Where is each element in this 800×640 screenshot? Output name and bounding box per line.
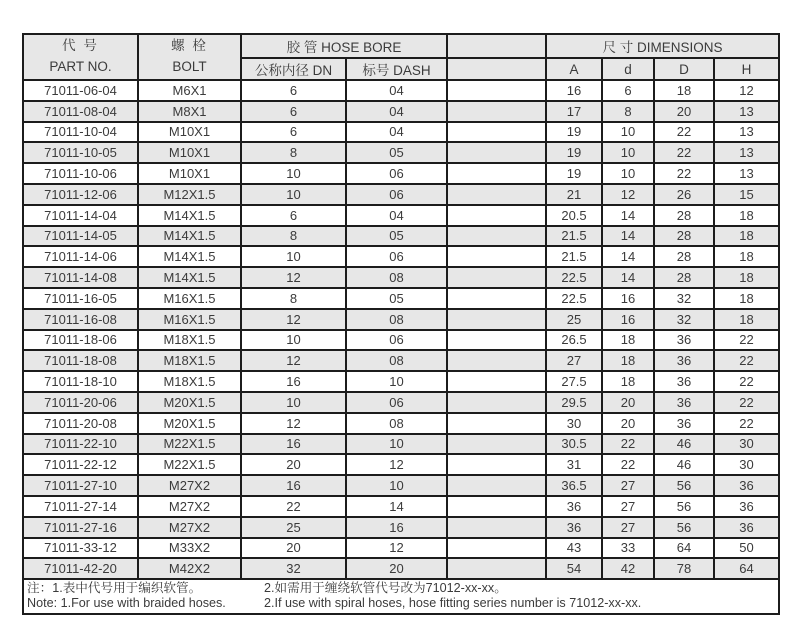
- cell-dash: 14: [346, 496, 447, 517]
- cell-dim-h: 64: [714, 558, 779, 579]
- cell-bolt: M22X1.5: [138, 434, 241, 455]
- cell-dim-a: 29.5: [546, 392, 602, 413]
- cell-dn: 10: [241, 392, 346, 413]
- cell-dim-a: 31: [546, 454, 602, 475]
- cell-dim-h: 22: [714, 413, 779, 434]
- cell-dim-a: 21.5: [546, 246, 602, 267]
- cell-dim-a: 17: [546, 101, 602, 122]
- cell-dim-a: 26.5: [546, 330, 602, 351]
- table-row: [23, 142, 779, 163]
- col-header-dn: 公称内径 DN: [241, 58, 346, 80]
- cell-dim-d: 14: [602, 226, 654, 247]
- cell-part-no: 71011-42-20: [23, 558, 138, 579]
- cell-dim-h: 22: [714, 392, 779, 413]
- col-header-blank-top: [447, 34, 546, 58]
- col-header-dim-h: H: [714, 58, 779, 80]
- cell-part-no: 71011-14-04: [23, 205, 138, 226]
- col-header-bolt-en: BOLT: [172, 59, 207, 74]
- cell-dim-dd: 18: [654, 80, 714, 101]
- cell-dash: 08: [346, 267, 447, 288]
- cell-dim-dd: 22: [654, 163, 714, 184]
- cell-dim-h: 13: [714, 122, 779, 143]
- cell-part-no: 71011-10-04: [23, 122, 138, 143]
- cell-dim-d: 10: [602, 163, 654, 184]
- cell-blank: [447, 392, 546, 413]
- col-header-dash: 标号 DASH: [346, 58, 447, 80]
- cell-part-no: 71011-20-06: [23, 392, 138, 413]
- cell-dim-dd: 22: [654, 142, 714, 163]
- cell-part-no: 71011-18-08: [23, 350, 138, 371]
- table-row: [23, 205, 779, 226]
- cell-blank: [447, 184, 546, 205]
- cell-dim-dd: 56: [654, 496, 714, 517]
- cell-dn: 6: [241, 205, 346, 226]
- cell-dim-h: 13: [714, 163, 779, 184]
- col-header-dim-d: d: [602, 58, 654, 80]
- table-row: [23, 330, 779, 351]
- cell-dim-dd: 46: [654, 454, 714, 475]
- cell-dim-a: 21: [546, 184, 602, 205]
- cell-dim-d: 20: [602, 413, 654, 434]
- cell-part-no: 71011-16-08: [23, 309, 138, 330]
- cell-dash: 05: [346, 288, 447, 309]
- cell-bolt: M10X1: [138, 122, 241, 143]
- cell-dim-d: 20: [602, 392, 654, 413]
- cell-dash: 05: [346, 142, 447, 163]
- cell-dim-dd: 36: [654, 350, 714, 371]
- table-footer: [23, 579, 779, 614]
- cell-blank: [447, 163, 546, 184]
- cell-bolt: M14X1.5: [138, 226, 241, 247]
- cell-dim-d: 14: [602, 246, 654, 267]
- cell-dim-d: 22: [602, 434, 654, 455]
- cell-dn: 8: [241, 226, 346, 247]
- cell-part-no: 71011-33-12: [23, 538, 138, 559]
- cell-blank: [447, 350, 546, 371]
- cell-dim-h: 22: [714, 371, 779, 392]
- cell-dim-a: 54: [546, 558, 602, 579]
- table-body: [23, 80, 779, 579]
- cell-bolt: M18X1.5: [138, 330, 241, 351]
- cell-dim-d: 42: [602, 558, 654, 579]
- cell-blank: [447, 475, 546, 496]
- cell-bolt: M16X1.5: [138, 288, 241, 309]
- cell-dim-h: 12: [714, 80, 779, 101]
- cell-blank: [447, 538, 546, 559]
- cell-part-no: 71011-20-08: [23, 413, 138, 434]
- cell-dim-a: 43: [546, 538, 602, 559]
- cell-blank: [447, 309, 546, 330]
- note-zh-1: 注：1.表中代号用于编织软管。: [27, 581, 202, 596]
- cell-dn: 25: [241, 517, 346, 538]
- table-header: [23, 34, 779, 80]
- cell-dim-d: 27: [602, 517, 654, 538]
- cell-part-no: 71011-12-06: [23, 184, 138, 205]
- cell-bolt: M12X1.5: [138, 184, 241, 205]
- cell-blank: [447, 517, 546, 538]
- cell-dn: 6: [241, 80, 346, 101]
- cell-dim-dd: 36: [654, 371, 714, 392]
- cell-dim-d: 14: [602, 267, 654, 288]
- cell-dim-dd: 78: [654, 558, 714, 579]
- cell-dim-a: 20.5: [546, 205, 602, 226]
- cell-part-no: 71011-14-05: [23, 226, 138, 247]
- cell-dim-d: 18: [602, 330, 654, 351]
- cell-dash: 08: [346, 350, 447, 371]
- cell-bolt: M18X1.5: [138, 371, 241, 392]
- cell-blank: [447, 122, 546, 143]
- cell-blank: [447, 80, 546, 101]
- table-row: [23, 371, 779, 392]
- cell-dim-a: 19: [546, 163, 602, 184]
- cell-blank: [447, 142, 546, 163]
- cell-dim-h: 36: [714, 475, 779, 496]
- cell-bolt: M10X1: [138, 163, 241, 184]
- col-header-blank-bottom: [447, 58, 546, 80]
- cell-dash: 08: [346, 309, 447, 330]
- cell-dash: 04: [346, 205, 447, 226]
- cell-bolt: M6X1: [138, 80, 241, 101]
- cell-part-no: 71011-22-12: [23, 454, 138, 475]
- cell-dim-h: 18: [714, 246, 779, 267]
- cell-dim-a: 25: [546, 309, 602, 330]
- cell-dim-a: 36: [546, 517, 602, 538]
- cell-bolt: M10X1: [138, 142, 241, 163]
- table-row: [23, 101, 779, 122]
- cell-dn: 10: [241, 246, 346, 267]
- cell-bolt: M27X2: [138, 475, 241, 496]
- cell-bolt: M20X1.5: [138, 413, 241, 434]
- cell-dim-dd: 28: [654, 246, 714, 267]
- cell-dash: 10: [346, 434, 447, 455]
- note-en-2: 2.If use with spiral hoses, hose fitting series number is 71012-xx-xx.: [264, 596, 642, 611]
- notes-cell: [23, 579, 779, 614]
- cell-dash: 16: [346, 517, 447, 538]
- cell-dim-dd: 20: [654, 101, 714, 122]
- cell-blank: [447, 330, 546, 351]
- cell-dim-d: 12: [602, 184, 654, 205]
- col-header-bolt-zh: 螺 栓: [171, 38, 208, 54]
- cell-blank: [447, 558, 546, 579]
- cell-dim-h: 18: [714, 267, 779, 288]
- table-row: [23, 246, 779, 267]
- cell-blank: [447, 454, 546, 475]
- table-row: [23, 122, 779, 143]
- col-header-part-no-en: PART NO.: [49, 59, 112, 74]
- cell-dash: 06: [346, 163, 447, 184]
- cell-bolt: M16X1.5: [138, 309, 241, 330]
- cell-blank: [447, 205, 546, 226]
- cell-dim-h: 30: [714, 434, 779, 455]
- cell-dim-h: 15: [714, 184, 779, 205]
- cell-dn: 12: [241, 413, 346, 434]
- hose-fitting-spec-table: [22, 33, 780, 615]
- cell-dn: 22: [241, 496, 346, 517]
- cell-dim-h: 30: [714, 454, 779, 475]
- cell-dim-dd: 22: [654, 122, 714, 143]
- cell-part-no: 71011-27-16: [23, 517, 138, 538]
- cell-dim-dd: 36: [654, 413, 714, 434]
- cell-dn: 10: [241, 184, 346, 205]
- cell-dash: 08: [346, 413, 447, 434]
- cell-dim-a: 19: [546, 142, 602, 163]
- cell-bolt: M42X2: [138, 558, 241, 579]
- cell-dim-d: 27: [602, 496, 654, 517]
- cell-part-no: 71011-08-04: [23, 101, 138, 122]
- cell-dim-dd: 56: [654, 475, 714, 496]
- col-header-dim-dd: D: [654, 58, 714, 80]
- cell-part-no: 71011-14-06: [23, 246, 138, 267]
- cell-dim-a: 22.5: [546, 288, 602, 309]
- cell-blank: [447, 101, 546, 122]
- table-row: [23, 267, 779, 288]
- cell-dn: 12: [241, 309, 346, 330]
- table-row: [23, 454, 779, 475]
- cell-dim-h: 36: [714, 517, 779, 538]
- cell-dn: 10: [241, 330, 346, 351]
- cell-dn: 20: [241, 538, 346, 559]
- cell-dn: 8: [241, 288, 346, 309]
- table-row: [23, 558, 779, 579]
- table-row: [23, 538, 779, 559]
- cell-bolt: M14X1.5: [138, 205, 241, 226]
- cell-blank: [447, 246, 546, 267]
- cell-dim-d: 18: [602, 350, 654, 371]
- cell-dash: 04: [346, 101, 447, 122]
- cell-dim-d: 6: [602, 80, 654, 101]
- table-row: [23, 350, 779, 371]
- cell-dim-h: 18: [714, 309, 779, 330]
- cell-dn: 10: [241, 163, 346, 184]
- cell-dash: 04: [346, 122, 447, 143]
- cell-blank: [447, 496, 546, 517]
- cell-part-no: 71011-10-05: [23, 142, 138, 163]
- cell-dash: 10: [346, 475, 447, 496]
- col-header-dim-a: A: [546, 58, 602, 80]
- cell-dim-dd: 32: [654, 309, 714, 330]
- cell-dn: 6: [241, 101, 346, 122]
- cell-dash: 04: [346, 80, 447, 101]
- table-row: [23, 434, 779, 455]
- cell-dim-dd: 28: [654, 267, 714, 288]
- col-group-dimensions: 尺 寸 DIMENSIONS: [546, 34, 779, 58]
- cell-dn: 20: [241, 454, 346, 475]
- note-line-zh: [27, 581, 775, 596]
- cell-blank: [447, 413, 546, 434]
- cell-part-no: 71011-27-14: [23, 496, 138, 517]
- cell-part-no: 71011-27-10: [23, 475, 138, 496]
- cell-bolt: M8X1: [138, 101, 241, 122]
- cell-dash: 06: [346, 392, 447, 413]
- note-en-1: Note: 1.For use with braided hoses.: [27, 596, 226, 611]
- cell-part-no: 71011-10-06: [23, 163, 138, 184]
- cell-dim-d: 14: [602, 205, 654, 226]
- cell-blank: [447, 434, 546, 455]
- cell-dim-d: 16: [602, 288, 654, 309]
- table-row: [23, 163, 779, 184]
- cell-dash: 20: [346, 558, 447, 579]
- cell-dim-dd: 36: [654, 392, 714, 413]
- cell-dim-dd: 32: [654, 288, 714, 309]
- cell-part-no: 71011-16-05: [23, 288, 138, 309]
- cell-dim-h: 36: [714, 496, 779, 517]
- cell-dim-d: 27: [602, 475, 654, 496]
- cell-dim-a: 27: [546, 350, 602, 371]
- cell-dim-dd: 26: [654, 184, 714, 205]
- cell-dim-d: 8: [602, 101, 654, 122]
- cell-dash: 06: [346, 184, 447, 205]
- cell-dim-a: 36: [546, 496, 602, 517]
- cell-dim-a: 22.5: [546, 267, 602, 288]
- cell-dim-dd: 46: [654, 434, 714, 455]
- cell-dim-d: 18: [602, 371, 654, 392]
- table-row: [23, 496, 779, 517]
- cell-dim-a: 21.5: [546, 226, 602, 247]
- cell-blank: [447, 288, 546, 309]
- col-header-bolt: [138, 34, 241, 80]
- cell-dim-d: 33: [602, 538, 654, 559]
- cell-dim-dd: 28: [654, 226, 714, 247]
- cell-bolt: M33X2: [138, 538, 241, 559]
- cell-dim-d: 16: [602, 309, 654, 330]
- cell-bolt: M22X1.5: [138, 454, 241, 475]
- table-row: [23, 80, 779, 101]
- table-row: [23, 309, 779, 330]
- cell-part-no: 71011-22-10: [23, 434, 138, 455]
- cell-dash: 06: [346, 330, 447, 351]
- cell-dim-h: 13: [714, 142, 779, 163]
- table-row: [23, 226, 779, 247]
- cell-dim-dd: 64: [654, 538, 714, 559]
- cell-dim-h: 18: [714, 288, 779, 309]
- cell-dim-d: 22: [602, 454, 654, 475]
- cell-bolt: M14X1.5: [138, 267, 241, 288]
- note-zh-2: 2.如需用于缠绕软管代号改为71012-xx-xx。: [264, 581, 507, 596]
- cell-part-no: 71011-14-08: [23, 267, 138, 288]
- cell-dash: 10: [346, 371, 447, 392]
- cell-part-no: 71011-06-04: [23, 80, 138, 101]
- cell-dn: 16: [241, 475, 346, 496]
- cell-dash: 12: [346, 538, 447, 559]
- cell-bolt: M14X1.5: [138, 246, 241, 267]
- table-row: [23, 184, 779, 205]
- cell-dn: 12: [241, 267, 346, 288]
- table-row: [23, 413, 779, 434]
- cell-dn: 32: [241, 558, 346, 579]
- cell-bolt: M27X2: [138, 517, 241, 538]
- cell-dim-h: 18: [714, 226, 779, 247]
- cell-dn: 16: [241, 371, 346, 392]
- cell-dn: 6: [241, 122, 346, 143]
- cell-dn: 8: [241, 142, 346, 163]
- cell-dim-dd: 28: [654, 205, 714, 226]
- cell-bolt: M20X1.5: [138, 392, 241, 413]
- table-row: [23, 475, 779, 496]
- table-row: [23, 517, 779, 538]
- cell-dash: 12: [346, 454, 447, 475]
- cell-dash: 05: [346, 226, 447, 247]
- cell-dim-dd: 36: [654, 330, 714, 351]
- cell-dn: 16: [241, 434, 346, 455]
- table-row: [23, 288, 779, 309]
- cell-part-no: 71011-18-10: [23, 371, 138, 392]
- cell-dim-h: 22: [714, 330, 779, 351]
- cell-dim-a: 19: [546, 122, 602, 143]
- cell-dim-a: 36.5: [546, 475, 602, 496]
- cell-blank: [447, 267, 546, 288]
- cell-dim-d: 10: [602, 122, 654, 143]
- col-group-hose-bore: 胶 管 HOSE BORE: [241, 34, 447, 58]
- col-header-part-no-zh: 代 号: [62, 38, 99, 54]
- cell-dim-a: 27.5: [546, 371, 602, 392]
- cell-dim-a: 30.5: [546, 434, 602, 455]
- cell-dim-h: 50: [714, 538, 779, 559]
- note-line-en: [27, 596, 775, 611]
- cell-dim-h: 13: [714, 101, 779, 122]
- cell-blank: [447, 226, 546, 247]
- cell-dash: 06: [346, 246, 447, 267]
- cell-dim-a: 16: [546, 80, 602, 101]
- cell-bolt: M18X1.5: [138, 350, 241, 371]
- cell-dim-dd: 56: [654, 517, 714, 538]
- cell-dim-a: 30: [546, 413, 602, 434]
- cell-blank: [447, 371, 546, 392]
- table-row: [23, 392, 779, 413]
- cell-dim-h: 18: [714, 205, 779, 226]
- cell-dim-h: 22: [714, 350, 779, 371]
- cell-part-no: 71011-18-06: [23, 330, 138, 351]
- cell-dn: 12: [241, 350, 346, 371]
- cell-bolt: M27X2: [138, 496, 241, 517]
- col-header-part-no: [23, 34, 138, 80]
- cell-dim-d: 10: [602, 142, 654, 163]
